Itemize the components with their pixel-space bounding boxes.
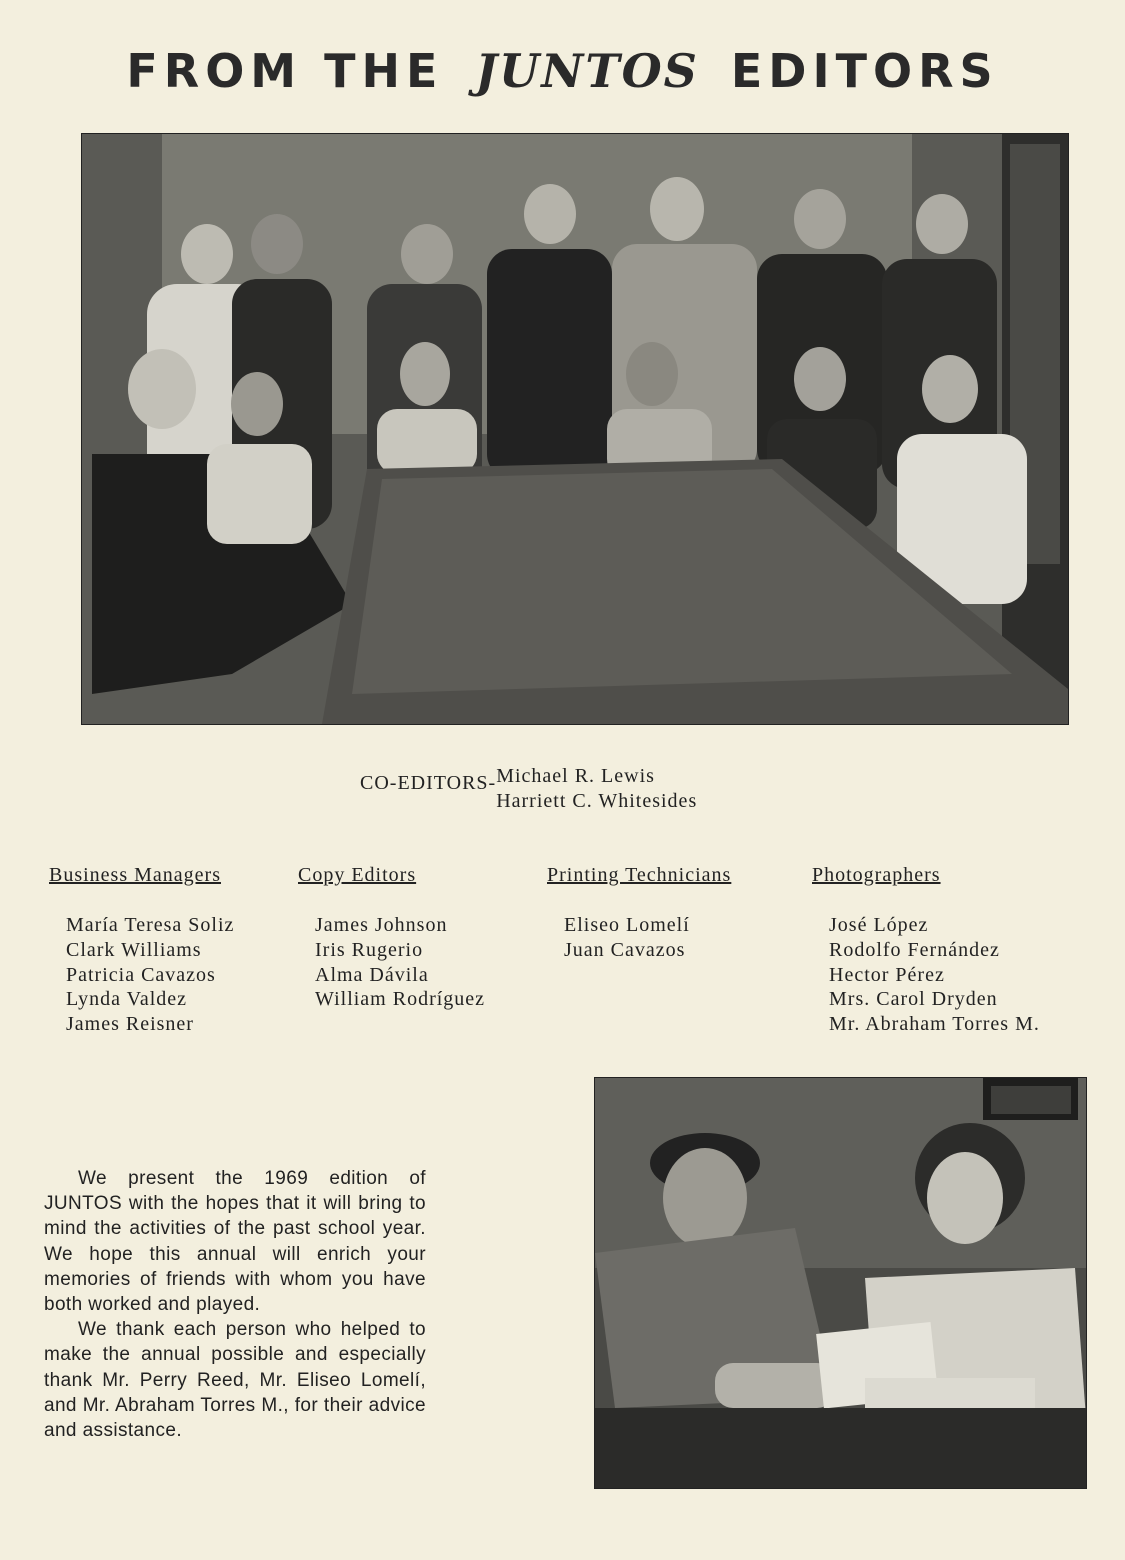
co-editors-names — [496, 764, 697, 814]
message-paragraph: We thank each person who helped to make the annual possible and especially thank Mr. Perry Reed, Mr. Eliseo Lomelí, and Mr. Abraham Torres M., for their advice and assistance. — [44, 1319, 426, 1442]
printing-technicians-column — [547, 864, 731, 963]
editors-group-photo — [81, 133, 1069, 725]
column-heading: Photographers — [812, 864, 941, 886]
staff-name: Mrs. Carol Dryden — [829, 988, 998, 1011]
title-prefix: FROM THE — [126, 44, 444, 98]
photographers-column — [812, 864, 1040, 1037]
staff-name: Iris Rugerio — [315, 938, 424, 961]
page-title — [0, 44, 1125, 98]
staff-name: James Reisner — [66, 1013, 194, 1036]
co-editors-block — [360, 764, 697, 814]
message-paragraph: We present the 1969 edition of JUNTOS with the hopes that it will bring to mind the activities of the past school year. We hope this annual will enrich your memories of friends with whom you have both worked and played. — [44, 1168, 426, 1316]
co-editor-name: Harriett C. Whitesides — [496, 790, 698, 812]
staff-name: Juan Cavazos — [564, 938, 686, 961]
staff-name: José López — [829, 914, 929, 936]
staff-name: Lynda Valdez — [66, 988, 188, 1011]
title-suffix: EDITORS — [730, 44, 999, 98]
staff-name: Mr. Abraham Torres M. — [829, 1013, 1040, 1036]
students-photo-illustration — [595, 1078, 1086, 1488]
staff-name: Patricia Cavazos — [66, 963, 216, 986]
two-students-photo — [594, 1077, 1087, 1489]
staff-name: Rodolfo Fernández — [829, 938, 1000, 961]
staff-name: Clark Williams — [66, 938, 202, 961]
staff-name: Eliseo Lomelí — [564, 914, 690, 936]
co-editors-label: CO-EDITORS- — [360, 772, 497, 794]
staff-name: William Rodríguez — [315, 988, 486, 1011]
column-heading: Copy Editors — [298, 864, 417, 886]
co-editor-name: Michael R. Lewis — [496, 765, 655, 787]
column-heading: Business Managers — [49, 864, 221, 886]
staff-name: María Teresa Soliz — [66, 914, 235, 936]
staff-name: James Johnson — [315, 914, 448, 936]
business-managers-column — [49, 864, 234, 1037]
juntos-blackletter-title: JUNTOS — [475, 44, 699, 98]
copy-editors-column — [298, 864, 485, 1012]
editors-message — [44, 1166, 426, 1443]
column-heading: Printing Technicians — [547, 864, 732, 886]
staff-name: Hector Pérez — [829, 963, 945, 986]
staff-name: Alma Dávila — [315, 963, 429, 986]
group-photo-illustration — [82, 134, 1068, 724]
